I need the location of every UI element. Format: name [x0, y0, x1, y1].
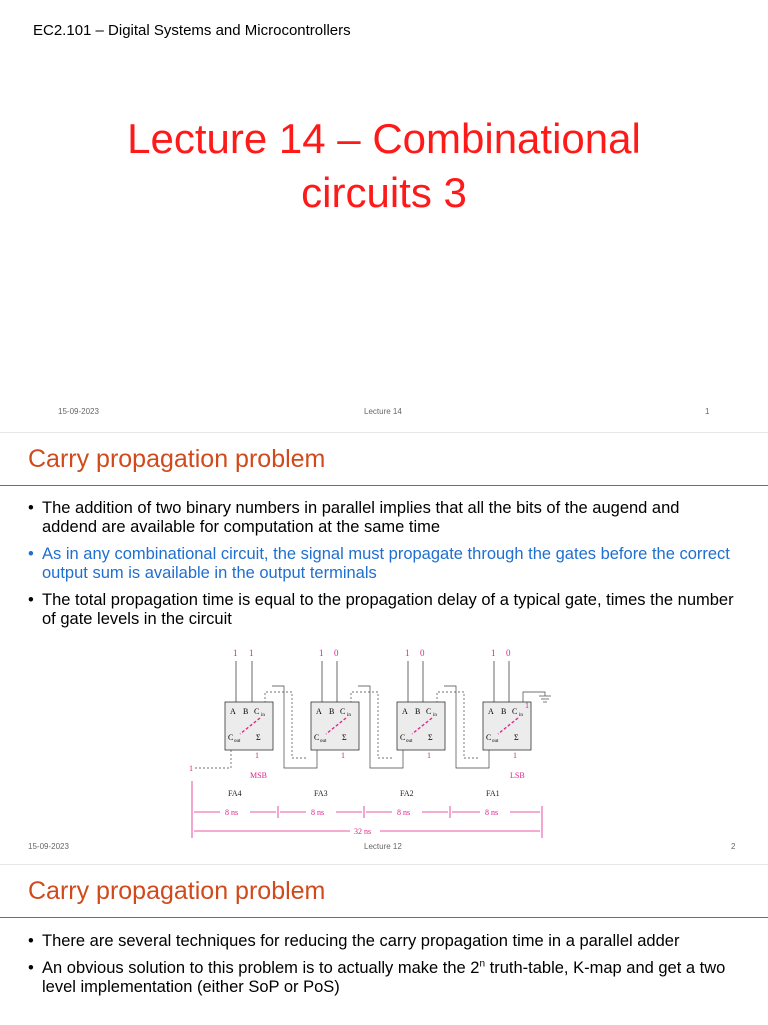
svg-text:B: B: [243, 707, 249, 716]
svg-text:out: out: [234, 739, 241, 744]
footer-lecture: Lecture 12: [364, 842, 402, 851]
lecture-title: [0, 112, 768, 220]
svg-text:Σ: Σ: [428, 733, 433, 742]
input-a4: 1: [233, 648, 238, 658]
lsb-label: LSB: [510, 771, 525, 780]
svg-text:C: C: [400, 733, 406, 742]
svg-text:in: in: [519, 713, 523, 718]
footer-lecture: Lecture 14: [364, 407, 402, 416]
svg-text:out: out: [492, 739, 499, 744]
title-divider: [0, 917, 768, 918]
svg-text:A: A: [402, 707, 408, 716]
bullet-item-highlighted: • As in any combinational circuit, the signal must propagate through the gates before the correct output sum is available in the output terminals: [28, 545, 730, 582]
input-b1: 0: [506, 648, 511, 658]
slide-title: Carry propagation problem: [28, 877, 326, 905]
svg-text:C: C: [228, 733, 234, 742]
svg-text:A: A: [488, 707, 494, 716]
svg-text:Σ: Σ: [256, 733, 261, 742]
footer-page-number: 2: [731, 842, 736, 851]
sum-out-fa4: 1: [255, 751, 259, 760]
carry-out-value: 1: [189, 764, 193, 773]
bullet-item: • There are several techniques for reducing the carry propagation time in a parallel adder: [28, 932, 680, 950]
svg-text:B: B: [501, 707, 507, 716]
input-b4: 1: [249, 648, 254, 658]
svg-text:C: C: [314, 733, 320, 742]
lecture-title-line-1: Lecture 14 – Combinational: [127, 115, 641, 162]
title-divider: [0, 485, 768, 486]
adder-label-fa2: FA2: [400, 789, 414, 798]
slide-3: [0, 864, 768, 1025]
svg-text:C: C: [426, 707, 432, 716]
delay-fa3: 8 ns: [311, 808, 325, 817]
svg-text:Σ: Σ: [342, 733, 347, 742]
svg-text:B: B: [329, 707, 335, 716]
svg-text:in: in: [433, 713, 437, 718]
input-a1: 1: [491, 648, 496, 658]
full-adder-fa2: [397, 702, 445, 750]
bullet-list: [28, 499, 738, 637]
sum-out-fa3: 1: [341, 751, 345, 760]
delay-fa1: 8 ns: [485, 808, 499, 817]
svg-text:C: C: [486, 733, 492, 742]
input-b2: 0: [420, 648, 425, 658]
input-a2: 1: [405, 648, 410, 658]
course-title: EC2.101 – Digital Systems and Microcontrollers: [33, 22, 351, 39]
svg-text:C: C: [254, 707, 260, 716]
delay-fa2: 8 ns: [397, 808, 411, 817]
adder-label-fa3: FA3: [314, 789, 328, 798]
adder-label-fa1: FA1: [486, 789, 500, 798]
slide-1: [0, 0, 768, 432]
svg-text:in: in: [261, 713, 265, 718]
ripple-carry-adder-diagram: [180, 646, 560, 841]
slide-title: Carry propagation problem: [28, 445, 326, 473]
full-adder-fa1: [483, 702, 531, 750]
svg-text:out: out: [320, 739, 327, 744]
footer-date: 15-09-2023: [58, 407, 99, 416]
svg-text:A: A: [230, 707, 236, 716]
footer-date: 15-09-2023: [28, 842, 69, 851]
svg-text:B: B: [415, 707, 421, 716]
svg-text:A: A: [316, 707, 322, 716]
svg-text:out: out: [406, 739, 413, 744]
svg-text:Σ: Σ: [514, 733, 519, 742]
svg-text:C: C: [340, 707, 346, 716]
sum-out-fa1: 1: [513, 751, 517, 760]
svg-text:C: C: [512, 707, 518, 716]
input-a3: 1: [319, 648, 324, 658]
svg-text:in: in: [347, 713, 351, 718]
carry-in-value: 1: [525, 701, 529, 710]
adder-label-fa4: FA4: [228, 789, 242, 798]
total-delay: 32 ns: [354, 827, 372, 836]
input-b3: 0: [334, 648, 339, 658]
bullet-list: [28, 932, 738, 1005]
lecture-title-line-2: circuits 3: [301, 169, 467, 216]
slide-2: [0, 432, 768, 865]
bullet-item: • The total propagation time is equal to the propagation delay of a typical gate, times the number of gate levels in the circuit: [28, 591, 734, 628]
full-adder-fa4: [225, 702, 273, 750]
msb-label: MSB: [250, 771, 267, 780]
full-adder-fa3: [311, 702, 359, 750]
delay-fa4: 8 ns: [225, 808, 239, 817]
bullet-item: • An obvious solution to this problem is to actually make the 2$^n$ truth-table, K-map and get a two level implementation (either SoP or PoS): [28, 958, 726, 996]
bullet-item: • The addition of two binary numbers in parallel implies that all the bits of the augend and addend are available for computation at the same time: [28, 499, 680, 536]
sum-out-fa2: 1: [427, 751, 431, 760]
footer-page-number: 1: [705, 407, 710, 416]
